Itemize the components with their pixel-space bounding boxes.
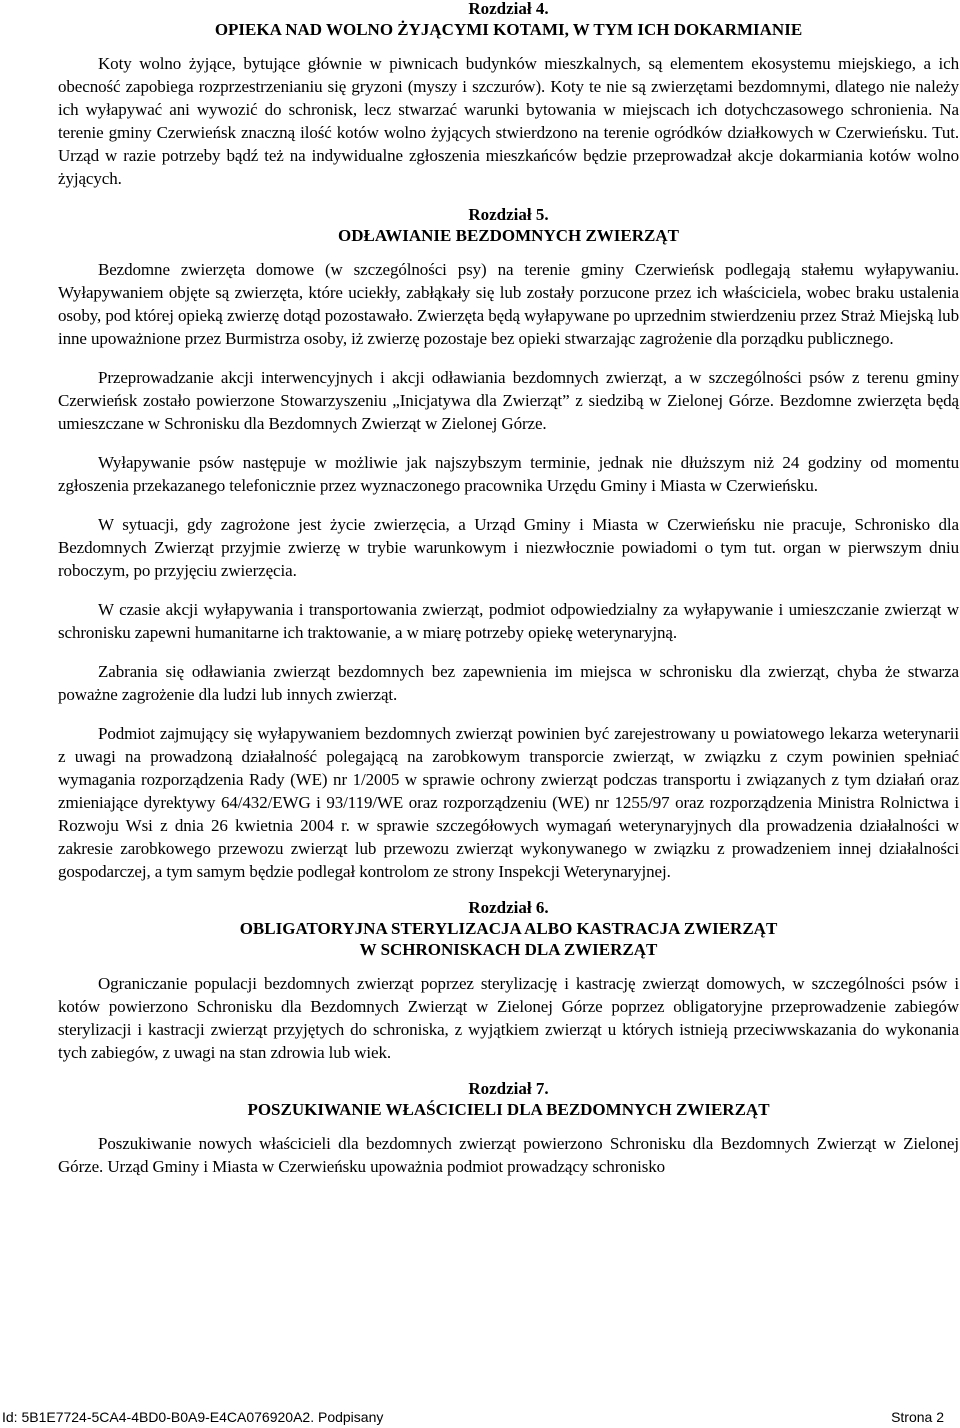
chapter5-paragraph-5: W czasie akcji wyłapywania i transportowania zwierząt, podmiot odpowiedzialny za wyłapywanie i umieszczanie zwierząt w schronisku zapewni humanitarne ich traktowanie, a w miarę potrzeby opiekę weterynaryjną. <box>58 600 959 642</box>
chapter5-paragraph-4: W sytuacji, gdy zagrożone jest życie zwierzęcia, a Urząd Gminy i Miasta w Czerwieńsku nie pracuje, Schronisko dla Bezdomnych Zwierząt przyjmie zwierzę w trybie warunkowym i niezwłocznie powiadomi o tym tut. organ w pierwszym dniu roboczym, po przyjęciu zwierzęcia. <box>58 515 959 580</box>
chapter6-title-line1: OBLIGATORYJNA STERYLIZACJA ALBO KASTRACJA ZWIERZĄT <box>239 919 778 938</box>
chapter6-paragraph-1: Ograniczanie populacji bezdomnych zwierząt poprzez sterylizację i kastrację zwierząt domowych, w szczególności psów i kotów powierzono Schronisku dla Bezdomnych Zwierząt w Zielonej Górze poprzez obligatoryjne przeprowadzenie zabiegów sterylizacji i kastracji zwierząt przyjętych do schroniska, z wyjątkiem zwierząt u których istnieją przeciwwskazania do wykonania tych zabiegów, z uwagi na stan zdrowia lub wiek. <box>58 974 959 1062</box>
chapter5-paragraph-1: Bezdomne zwierzęta domowe (w szczególności psy) na terenie gminy Czerwieńsk podlegają stałemu wyłapywaniu. Wyłapywaniem objęte są zwierzęta, które uciekły, zabłąkały się lub zostały porzucone przez ich właściciela, wobec braku ustalenia osoby, pod której opieką zwierzę dotąd pozostawało. Zwierzęta będą wyłapywane po uprzednim stwierdzeniu przez Straż Miejską lub inne upoważnione przez Burmistrza osoby, iż zwierzę pozostaje bez opieki stwarzając zagrożenie dla porządku publicznego. <box>58 260 959 348</box>
chapter5-paragraph-7: Podmiot zajmujący się wyłapywaniem bezdomnych zwierząt powinien być zarejestrowany u powiatowego lekarza weterynarii z uwagi na prowadzoną działalność polegającą na zarobkowym transporcie zwierząt, w związku z czym powinien spełniać wymagania rozporządzenia Rady (WE) nr 1/2005 w sprawie ochrony zwierząt podczas transportu i związanych z tym działań oraz zmieniające dyrektywy 64/432/EWG i 93/119/WE oraz rozporządzeniu (WE) nr 1255/97 oraz rozporządzenia Ministra Rolnictwa i Rozwoju Wsi z dnia 26 kwietnia 2004 r. w sprawie szczegółowych wymagań weterynaryjnych dla prowadzenia działalności w zakresie zarobkowego przewozu zwierząt lub przewozu zwierząt wykonywanego w związku z prowadzeniem innej działalności gospodarczej, a tym samym będzie podlegał kontrolom ze strony Inspekcji Weterynaryjnej. <box>58 724 959 881</box>
page-number: Strona 2 <box>891 1409 944 1425</box>
chapter4-paragraph-1: Koty wolno żyjące, bytujące głównie w piwnicach budynków mieszkalnych, są elementem ekosystemu miejskiego, a ich obecność zapobiega rozprzestrzenianiu się gryzoni (myszy i szczurów). Koty te nie są zwierzętami bezdomnymi, dlatego nie należy ich wyłapywać ani wywozić do schronisk, lecz stwarzać warunki bytowania w miejscach ich dotychczasowego schronienia. Na terenie gminy Czerwieńsk znaczną ilość kotów wolno żyjących stwierdzono na terenie ogródków działkowych w Czerwieńsku. Tut. Urząd w razie potrzeby bądź też na indywidualne zgłoszenia mieszkańców będzie przeprowadzał akcje dokarmiania kotów wolno żyjących. <box>58 54 959 188</box>
chapter6-number: Rozdział 6. <box>468 898 549 917</box>
chapter5-paragraph-2: Przeprowadzanie akcji interwencyjnych i akcji odławiania bezdomnych zwierząt, a w szczególności psów z terenu gminy Czerwieńsk zostało powierzone Stowarzyszeniu „Inicjatywa dla Zwierząt” z siedzibą w Zielonej Górze. Bezdomne zwierzęta będą umieszczane w Schronisku dla Bezdomnych Zwierząt w Zielonej Górze. <box>58 368 959 433</box>
chapter4-title: OPIEKA NAD WOLNO ŻYJĄCYMI KOTAMI, W TYM ICH DOKARMIANIE <box>214 20 803 39</box>
document-id-text: Id: 5B1E7724-5CA4-4BD0-B0A9-E4CA076920A2. Podpisany <box>2 1409 384 1425</box>
chapter5-paragraph-6: Zabrania się odławiania zwierząt bezdomnych bez zapewnienia im miejsca w schronisku dla zwierząt, chyba że stwarza poważne zagrożenie dla ludzi lub innych zwierząt. <box>58 662 959 704</box>
chapter5-paragraph-3: Wyłapywanie psów następuje w możliwie jak najszybszym terminie, jednak nie dłuższym niż 24 godziny od momentu zgłoszenia przekazanego telefonicznie przez wyznaczonego pracownika Urzędu Gminy i Miasta w Czerwieńsku. <box>58 453 959 495</box>
chapter5-number: Rozdział 5. <box>468 205 549 224</box>
chapter7-title: POSZUKIWANIE WŁAŚCICIELI DLA BEZDOMNYCH ZWIERZĄT <box>247 1100 770 1119</box>
chapter4-number: Rozdział 4. <box>468 0 549 18</box>
chapter5-title: ODŁAWIANIE BEZDOMNYCH ZWIERZĄT <box>338 226 679 245</box>
chapter7-number: Rozdział 7. <box>468 1079 549 1098</box>
document-page <box>58 0 959 1178</box>
chapter6-title-line2: W SCHRONISKACH DLA ZWIERZĄT <box>359 940 658 959</box>
chapter7-paragraph-1: Poszukiwanie nowych właścicieli dla bezdomnych zwierząt powierzono Schronisku dla Bezdomnych Zwierząt w Zielonej Górze. Urząd Gminy i Miasta w Czerwieńsku upoważnia podmiot prowadzący schronisko <box>58 1134 959 1176</box>
